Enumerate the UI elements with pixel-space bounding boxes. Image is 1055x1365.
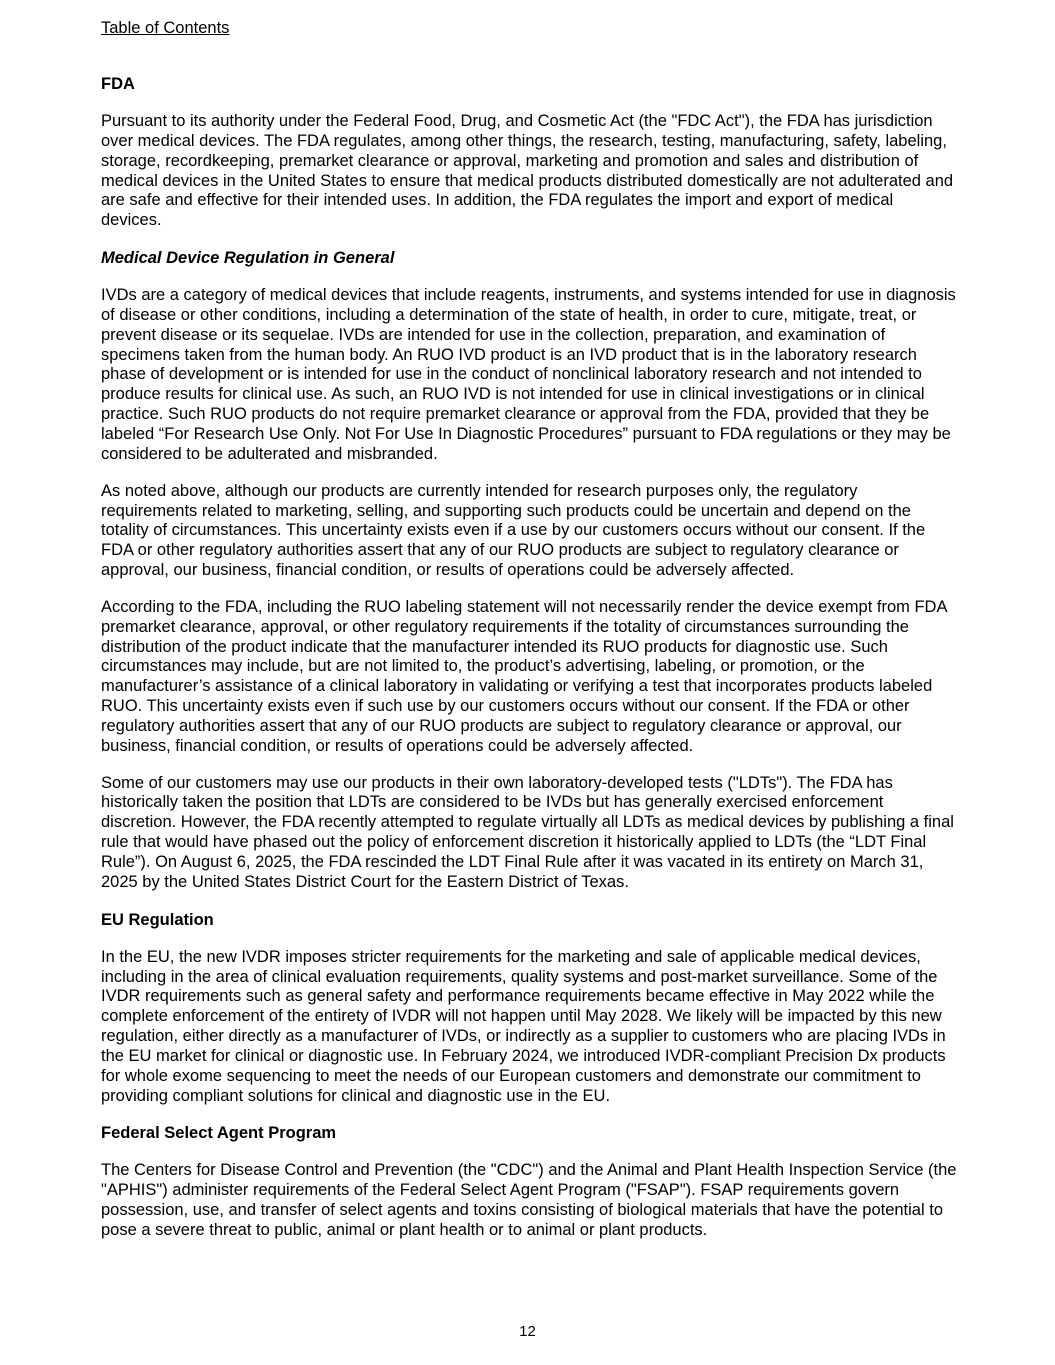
section-federal-select-agent-program xyxy=(101,1123,957,1240)
section-heading-medical-device-regulation: Medical Device Regulation in General xyxy=(101,249,395,268)
document-page xyxy=(101,17,957,1241)
section-eu-regulation xyxy=(101,910,957,1107)
paragraph-fda-authority: Pursuant to its authority under the Federal Food, Drug, and Cosmetic Act (the "FDC Act"), the FDA has jurisdiction over medical devices. The FDA regulates, among other things, the research, testing, manufacturing, safety, labeling, storage, recordkeeping, premarket clearance or approval, marketing and promotion and sales and distribution of medical devices in the United States to ensure that medical products distributed domestically are not adulterated and are safe and effective for their intended uses. In addition, the FDA regulates the import and export of medical devices. xyxy=(101,112,954,230)
section-fda xyxy=(101,74,957,231)
page-number: 12 xyxy=(519,1323,536,1340)
section-heading-eu-regulation: EU Regulation xyxy=(101,910,214,929)
paragraph-ruo-labeling: According to the FDA, including the RUO labeling statement will not necessarily render the device exempt from FDA premarket clearance, approval, or other regulatory requirements if the totality of circumstances surrounding the distribution of the product indicate that the manufacturer intended its RUO products for diagnostic use. Such circumstances may include, but are not limited to, the product’s advertising, labeling, or promotion, or the manufacturer’s assistance of a clinical laboratory in validating or verifying a test that incorporates products labeled RUO. This uncertainty exists even if such use by our customers occurs without our consent. If the FDA or other regulatory authorities assert that any of our RUO products are subject to regulatory clearance or approval, our business, financial condition, or results of operations could be adversely affected. xyxy=(101,597,947,755)
section-heading-fda: FDA xyxy=(101,75,135,93)
paragraph-ivdr: In the EU, the new IVDR imposes stricter requirements for the marketing and sale of applicable medical devices, including in the area of clinical evaluation requirements, quality systems and post-market surveillance. Some of the IVDR requirements such as general safety and performance requirements became effective in May 2022 while the complete enforcement of the entirety of IVDR will not happen until May 2028. We likely will be impacted by this new regulation, either directly as a manufacturer of IVDs, or indirectly as a supplier to customers who are placing IVDs in the EU market for clinical or diagnostic use. In February 2024, we introduced IVDR-compliant Precision Dx products for whole exome sequencing to meet the needs of our European customers and demonstrate our commitment to providing compliant solutions for clinical and diagnostic use in the EU. xyxy=(101,947,946,1105)
section-heading-federal-select-agent-program: Federal Select Agent Program xyxy=(101,1124,337,1143)
table-of-contents-link[interactable]: Table of Contents xyxy=(101,19,230,37)
paragraph-ldts: Some of our customers may use our products in their own laboratory-developed tests ("LDTs"). The FDA has historically taken the position that LDTs are considered to be IVDs but has generally exercised enforcement discretion. However, the FDA recently attempted to regulate virtually all LDTs as medical devices by publishing a final rule that would have phased out the policy of enforcement discretion it historically applied to LDTs (the “LDT Final Rule”). On August 6, 2025, the FDA rescinded the LDT Final Rule after it was vacated in its entirety on March 31, 2025 by the United States District Court for the Eastern District of Texas. xyxy=(101,773,954,891)
paragraph-ivd-definition: IVDs are a category of medical devices that include reagents, instruments, and systems intended for use in diagnosis of disease or other conditions, including a determination of the state of health, in order to cure, mitigate, treat, or prevent disease or its sequelae. IVDs are intended for use in the collection, preparation, and examination of specimens taken from the human body. An RUO IVD product is an IVD product that is in the laboratory research phase of development or is intended for use in the conduct of nonclinical laboratory research and not intended to produce results for clinical use. As such, an RUO IVD is not intended for use in clinical investigations or in clinical practice. Such RUO products do not require premarket clearance or approval from the FDA, provided that they be labeled “For Research Use Only. Not For Use In Diagnostic Procedures” pursuant to FDA regulations or they may be considered to be adulterated and misbranded. xyxy=(101,286,956,463)
paragraph-research-purposes: As noted above, although our products are currently intended for research purposes only, the regulatory requirements related to marketing, selling, and supporting such products could be uncertain and depend on the totality of circumstances. This uncertainty exists even if a use by our customers occurs without our consent. If the FDA or other regulatory authorities assert that any of our RUO products are subject to regulatory clearance or approval, our business, financial condition, or results of operations could be adversely affected. xyxy=(101,481,926,580)
paragraph-fsap: The Centers for Disease Control and Prevention (the "CDC") and the Animal and Plant Health Inspection Service (the "APHIS") administer requirements of the Federal Select Agent Program ("FSAP"). FSAP requirements govern possession, use, and transfer of select agents and toxins consisting of biological materials that have the potential to pose a severe threat to public, animal or plant health or to animal or plant products. xyxy=(101,1161,957,1239)
section-medical-device-regulation xyxy=(101,248,957,893)
